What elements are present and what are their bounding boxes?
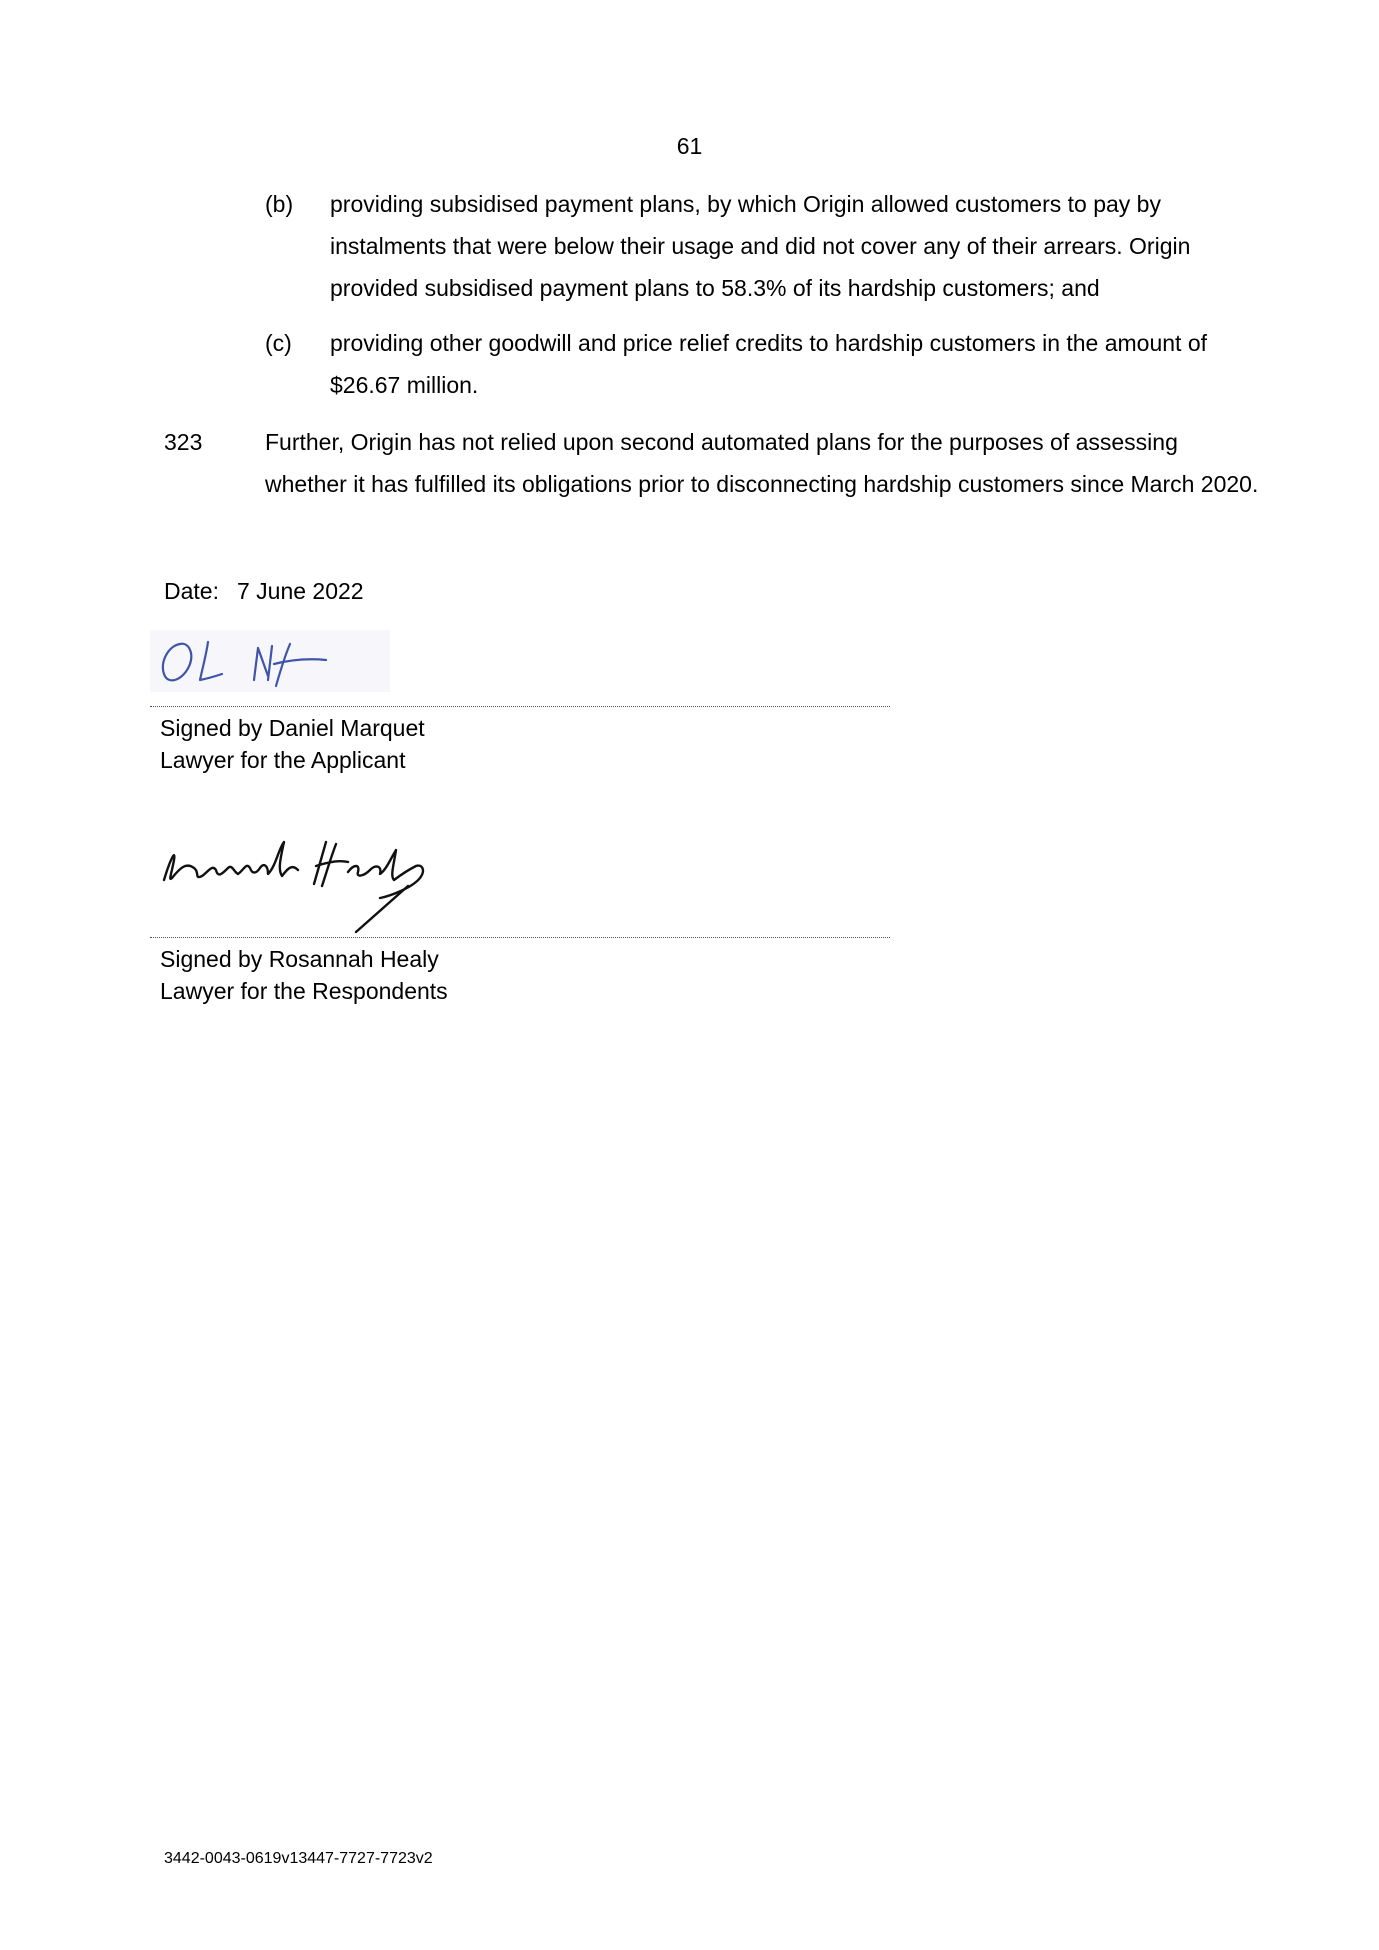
subparagraph-label: (c): [265, 330, 292, 356]
date-value: 7 June 2022: [236, 578, 364, 604]
signatory-block: [160, 712, 425, 776]
document-reference: 3442-0043-0619v13447-7727-7723v2: [164, 1850, 433, 1867]
date-line: [164, 578, 364, 605]
subparagraph-text: providing subsidised payment plans, by which Origin allowed customers to pay by instalments that were below their usage and did not cover any of their arrears. Origin provided subsidised payment plans to 58.3% of its hardship customers; and: [330, 191, 1191, 301]
date-label: Date:: [164, 578, 219, 604]
signatory-block: [160, 943, 448, 1007]
signature-daniel-marquet: [150, 630, 390, 692]
signed-by: Signed by Daniel Marquet: [160, 715, 425, 741]
signatory-role: Lawyer for the Respondents: [160, 978, 448, 1004]
paragraph-number: 323: [164, 429, 203, 455]
signatory-role: Lawyer for the Applicant: [160, 747, 406, 773]
signature-line: [150, 706, 890, 707]
page-number: 61: [676, 133, 703, 159]
paragraph-text: Further, Origin has not relied upon second automated plans for the purposes of assessing whether it has fulfilled its obligations prior to disconnecting hardship customers since March 2020.: [265, 429, 1259, 497]
signature-line: [150, 937, 890, 938]
subparagraph-label: (b): [265, 191, 294, 217]
signature-rosannah-healy: [150, 820, 470, 935]
subparagraph-text: providing other goodwill and price relief credits to hardship customers in the amount of $26.67 million.: [330, 330, 1208, 398]
signed-by: Signed by Rosannah Healy: [160, 946, 439, 972]
